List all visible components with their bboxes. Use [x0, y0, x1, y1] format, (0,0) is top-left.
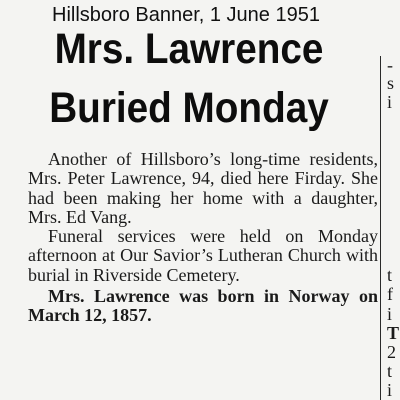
adjacent-column-text: - — [387, 55, 393, 75]
adjacent-column-text: t — [387, 361, 393, 381]
adjacent-column-text: i — [387, 92, 393, 112]
adjacent-column-text: i — [387, 304, 393, 324]
column-divider-rule — [380, 56, 381, 400]
adjacent-column-fragment — [385, 0, 400, 400]
article-paragraph: Mrs. Lawrence was born in Norway on March 12, 1857. — [28, 286, 378, 326]
adjacent-column-text: 2 — [387, 342, 396, 362]
adjacent-column-text: i — [387, 380, 393, 400]
adjacent-column-text: T — [387, 323, 400, 343]
adjacent-column-text: f — [387, 284, 393, 304]
article-paragraph: Another of Hillsboro’s long-time residents, Mrs. Peter Lawrence, 94, died here Firday. She had been making her home with a daughter, Mrs. Ed Vang. — [28, 149, 378, 227]
article-paragraph: Funeral services were held on Monday afternoon at Our Savior’s Lutheran Church with burial in Riverside Cemetery. — [28, 226, 378, 285]
headline-line-2: Buried Monday — [49, 84, 329, 132]
headline-line-1: Mrs. Lawrence — [54, 25, 324, 73]
article-body — [28, 150, 378, 326]
clipping-source-caption: Hillsboro Banner, 1 June 1951 — [52, 4, 320, 26]
adjacent-column-text: s — [387, 73, 395, 93]
adjacent-column-text: t — [387, 265, 393, 285]
